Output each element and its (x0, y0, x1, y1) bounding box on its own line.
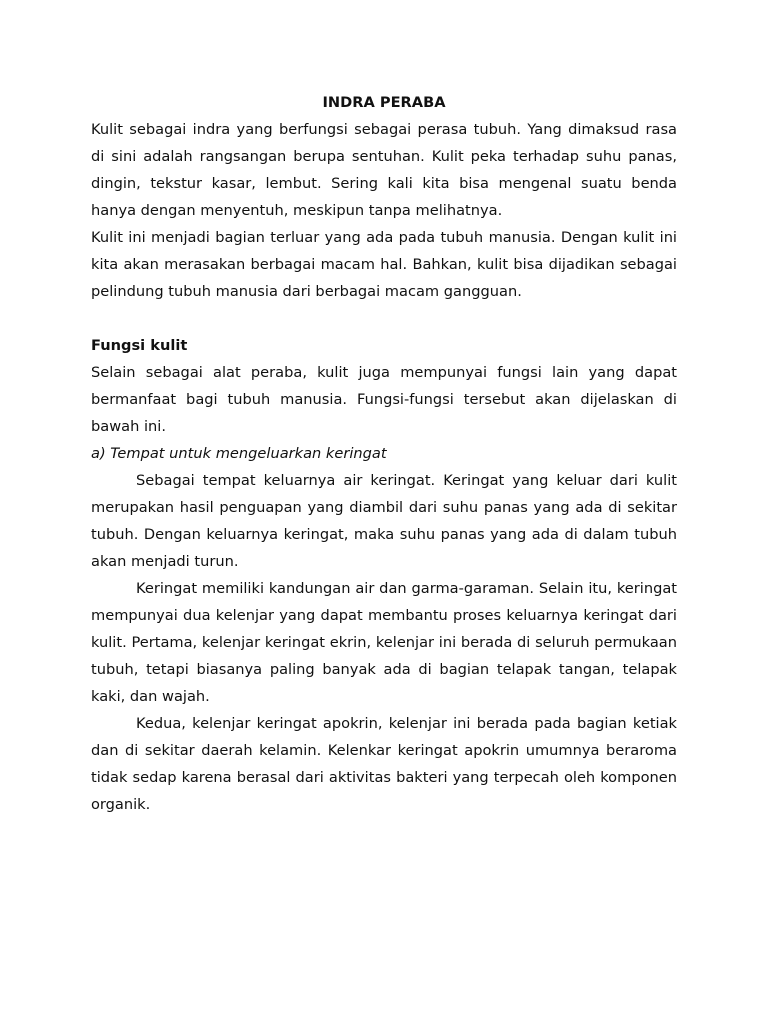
document-title: INDRA PERABA (322, 94, 446, 111)
section-intro-paragraph: Selain sebagai alat peraba, kulit juga mempunyai fungsi lain yang dapat bermanfaat bagi tubuh manusia. Fungsi-fungsi tersebut akan dijelaskan di bawah ini. (91, 364, 677, 435)
subheading-a: a) Tempat untuk mengeluarkan keringat (91, 445, 387, 462)
document-page (91, 89, 677, 818)
intro-paragraph-2: Kulit ini menjadi bagian terluar yang ada pada tubuh manusia. Dengan kulit ini kita akan merasakan berbagai macam hal. Bahkan, kulit bisa dijadikan sebagai pelindung tubuh manusia dari berbagai macam gangguan. (91, 229, 677, 300)
intro-paragraph-1: Kulit sebagai indra yang berfungsi sebagai perasa tubuh. Yang dimaksud rasa di sini adalah rangsangan berupa sentuhan. Kulit peka terhadap suhu panas, dingin, tekstur kasar, lembut. Sering kali kita bisa mengenal suatu benda hanya dengan menyentuh, meskipun tanpa melihatnya. (91, 121, 677, 219)
blank-line (91, 305, 677, 332)
body-paragraph-2: Keringat memiliki kandungan air dan garma-garaman. Selain itu, keringat mempunyai dua kelenjar yang dapat membantu proses keluarnya keringat dari kulit. Pertama, kelenjar keringat ekrin, kelenjar ini berada di seluruh permukaan tubuh, tetapi biasanya paling banyak ada di bagian telapak tangan, telapak kaki, dan wajah. (91, 580, 677, 705)
section-heading: Fungsi kulit (91, 337, 188, 354)
body-paragraph-1: Sebagai tempat keluarnya air keringat. Keringat yang keluar dari kulit merupakan hasil penguapan yang diambil dari suhu panas yang ada di sekitar tubuh. Dengan keluarnya keringat, maka suhu panas yang ada di dalam tubuh akan menjadi turun. (91, 472, 677, 570)
body-paragraph-3: Kedua, kelenjar keringat apokrin, kelenjar ini berada pada bagian ketiak dan di sekitar daerah kelamin. Kelenkar keringat apokrin umumnya beraroma tidak sedap karena berasal dari aktivitas bakteri yang terpecah oleh komponen organik. (91, 715, 677, 813)
